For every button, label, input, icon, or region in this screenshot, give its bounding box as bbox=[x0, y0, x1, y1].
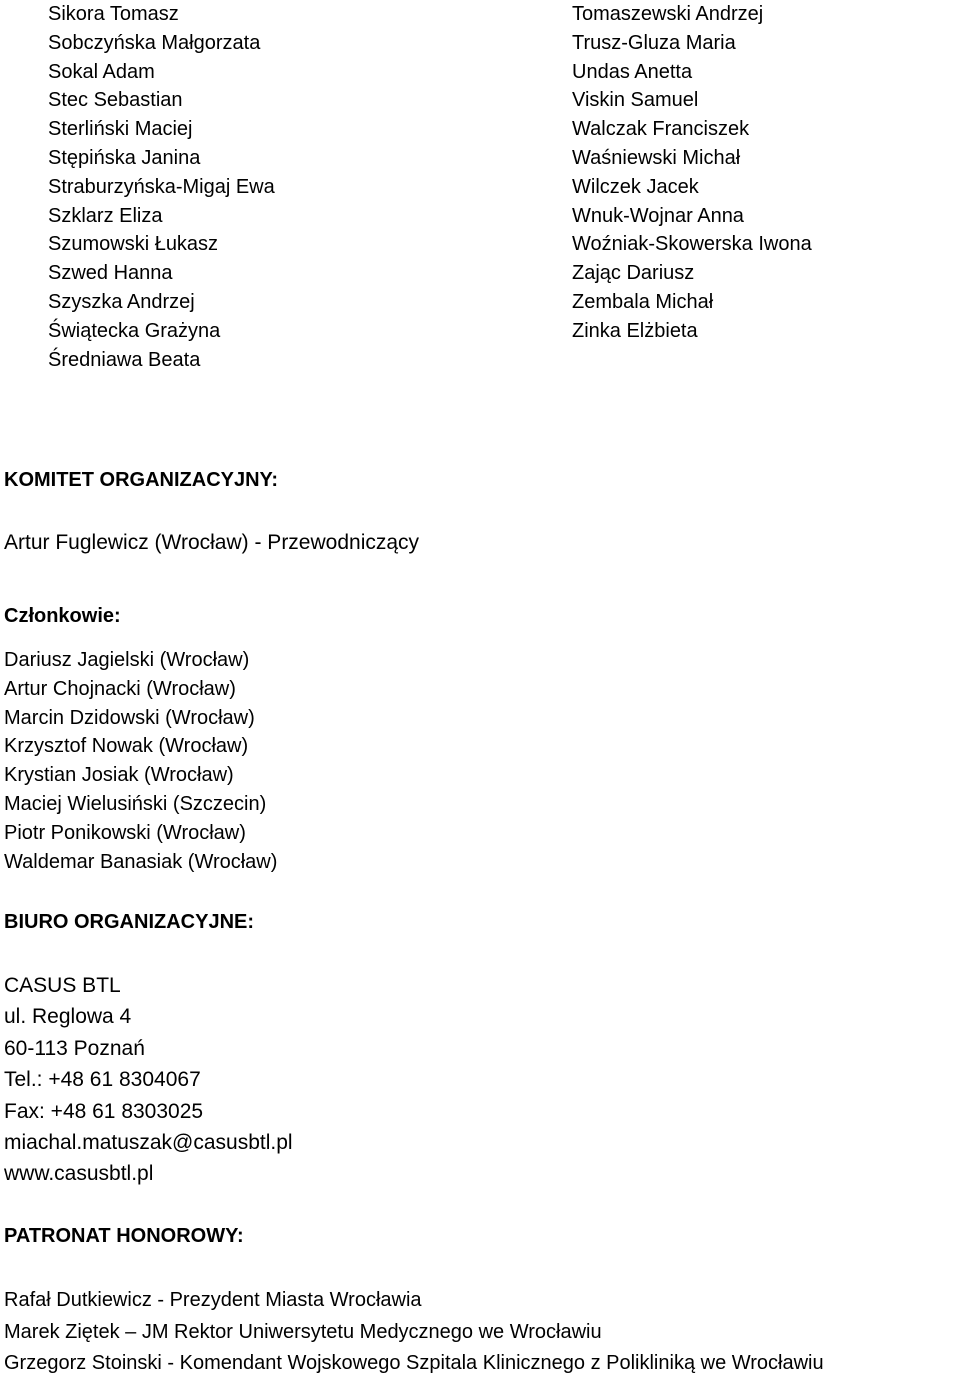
list-item: Rafał Dutkiewicz - Prezydent Miasta Wrocławia bbox=[4, 1289, 422, 1311]
organizing-office-heading: BIURO ORGANIZACYJNE: bbox=[4, 911, 255, 933]
list-item: Sikora Tomasz bbox=[48, 3, 179, 25]
list-item: Undas Anetta bbox=[572, 60, 693, 83]
list-item: Piotr Ponikowski (Wrocław) bbox=[4, 821, 246, 844]
list-item: Wnuk-Wojnar Anna bbox=[572, 204, 744, 227]
list-item: Świątecka Grażyna bbox=[48, 319, 221, 342]
list-item: Tomaszewski Andrzej bbox=[572, 3, 764, 25]
list-item: Szyszka Andrzej bbox=[48, 290, 195, 313]
list-item: Sobczyńska Małgorzata bbox=[48, 31, 261, 54]
list-item: Zinka Elżbieta bbox=[572, 319, 698, 342]
committee-list-left bbox=[48, 0, 275, 374]
office-fax: Fax: +48 61 8303025 bbox=[4, 1099, 204, 1123]
list-item: Viskin Samuel bbox=[572, 89, 699, 112]
list-item: Krystian Josiak (Wrocław) bbox=[4, 764, 234, 787]
organizing-committee-heading: KOMITET ORGANIZACYJNY: bbox=[4, 469, 279, 491]
list-item: Marek Ziętek – JM Rektor Uniwersytetu Medycznego we Wrocławiu bbox=[4, 1320, 602, 1343]
list-item: Woźniak-Skowerska Iwona bbox=[572, 233, 812, 256]
list-item: Grzegorz Stoinski - Komendant Wojskowego Szpitala Klinicznego z Polikliniką we Wrocławiu bbox=[4, 1352, 824, 1374]
committee-list-right bbox=[572, 0, 812, 346]
list-item: Straburzyńska-Migaj Ewa bbox=[48, 175, 275, 198]
list-item: Artur Chojnacki (Wrocław) bbox=[4, 677, 236, 700]
list-item: Wilczek Jacek bbox=[572, 175, 699, 198]
list-item: Sterliński Maciej bbox=[48, 118, 193, 141]
list-item: Stępińska Janina bbox=[48, 146, 201, 169]
list-item: Szumowski Łukasz bbox=[48, 233, 219, 256]
list-item: Stec Sebastian bbox=[48, 89, 183, 112]
members-heading: Członkowie: bbox=[4, 605, 121, 627]
committee-chair: Artur Fuglewicz (Wrocław) - Przewodniczący bbox=[4, 531, 420, 554]
list-item: Trusz-Gluza Maria bbox=[572, 31, 736, 54]
patrons-list bbox=[4, 1285, 824, 1380]
list-item: Szwed Hanna bbox=[48, 262, 173, 285]
list-item: Zając Dariusz bbox=[572, 262, 695, 285]
members-list bbox=[4, 646, 277, 876]
honorary-patronage-heading: PATRONAT HONOROWY: bbox=[4, 1225, 244, 1247]
office-phone: Tel.: +48 61 8304067 bbox=[4, 1068, 201, 1092]
office-street: ul. Reglowa 4 bbox=[4, 1005, 132, 1029]
list-item: Średniawa Beata bbox=[48, 348, 201, 371]
list-item: Krzysztof Nowak (Wrocław) bbox=[4, 735, 249, 758]
list-item: Dariusz Jagielski (Wrocław) bbox=[4, 649, 250, 671]
office-contact-list bbox=[4, 970, 293, 1190]
list-item: Marcin Dzidowski (Wrocław) bbox=[4, 706, 255, 729]
list-item: Szklarz Eliza bbox=[48, 204, 163, 227]
list-item: Maciej Wielusiński (Szczecin) bbox=[4, 792, 267, 815]
office-website: www.casusbtl.pl bbox=[4, 1162, 154, 1186]
office-email: miachal.matuszak@casusbtl.pl bbox=[4, 1131, 293, 1155]
list-item: Waśniewski Michał bbox=[572, 146, 741, 169]
list-item: Sokal Adam bbox=[48, 60, 155, 83]
office-name: CASUS BTL bbox=[4, 974, 121, 997]
list-item: Waldemar Banasiak (Wrocław) bbox=[4, 850, 278, 873]
office-city: 60-113 Poznań bbox=[4, 1036, 145, 1060]
list-item: Zembala Michał bbox=[572, 290, 714, 313]
list-item: Walczak Franciszek bbox=[572, 118, 750, 141]
